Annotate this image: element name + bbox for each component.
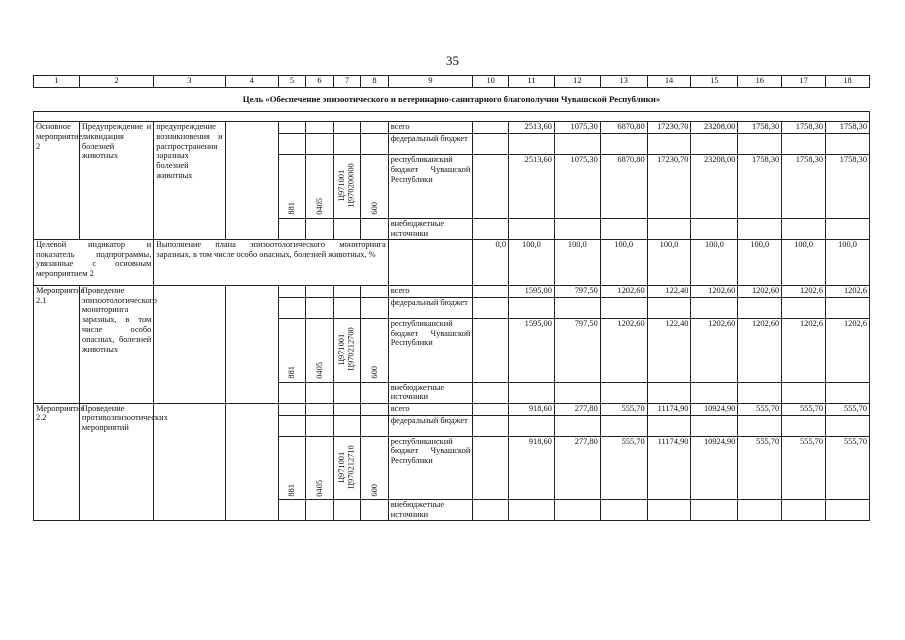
amount-cell: 555,70	[738, 436, 782, 500]
amount-cell: 1758,30	[826, 122, 870, 134]
vr-code: 600	[361, 318, 389, 382]
measure-status: Мероприятие 2.2	[34, 403, 80, 521]
amount-cell: 918,60	[509, 403, 555, 415]
funding-source-label: республиканский бюджет Чувашской Республики	[388, 318, 473, 382]
amount-cell: 10924,90	[691, 436, 738, 500]
program-table	[33, 75, 870, 521]
measure-executor	[225, 403, 278, 521]
column-number-row	[34, 76, 870, 88]
amount-cell: 2513,60	[509, 155, 555, 219]
amount-cell: 555,70	[782, 403, 826, 415]
vr-code: 600	[361, 436, 389, 500]
amount-cell: 1202,60	[738, 285, 782, 297]
page-number: 35	[446, 53, 459, 68]
col-number: 16	[738, 76, 782, 88]
rzpr-code: 0405	[306, 318, 334, 382]
measure-goal	[154, 285, 225, 403]
goal-heading: Цель «Обеспечение эпизоотического и ветеринарно-санитарного благополучия Чувашской Республики»	[34, 88, 870, 112]
amount-cell: 555,70	[738, 403, 782, 415]
measure-status: Основное мероприятие 2	[34, 122, 80, 240]
col-number: 11	[509, 76, 555, 88]
col-number: 18	[826, 76, 870, 88]
amount-cell: 277,80	[554, 436, 600, 500]
col-number: 5	[278, 76, 306, 88]
amount-cell: 1202,6	[782, 285, 826, 297]
measure-executor	[225, 285, 278, 403]
funding-source-label: республиканский бюджет Чувашской Республики	[388, 155, 473, 219]
amount-cell: 1202,60	[738, 318, 782, 382]
csr-code: Ц971001 Ц970212710	[333, 436, 361, 500]
amount-cell: 17230,70	[647, 122, 691, 134]
funding-source-label: всего	[388, 285, 473, 297]
amount-cell: 1595,00	[509, 318, 555, 382]
amount-cell: 6870,80	[600, 122, 647, 134]
amount-cell: 122,40	[647, 318, 691, 382]
indicator-value: 100,0	[691, 239, 738, 285]
amount-cell: 797,50	[554, 285, 600, 297]
amount-cell: 1202,60	[691, 318, 738, 382]
indicator-text: Выполнение плана эпизоотологического мониторинга заразных, в том числе особо опасных, болезней животных, %	[154, 239, 388, 285]
funding-source-label: внебюджетные источники	[388, 218, 473, 239]
col-number: 17	[782, 76, 826, 88]
amount-cell: 1758,30	[738, 155, 782, 219]
amount-cell: 11174,90	[647, 436, 691, 500]
funding-source-label: федеральный бюджет	[388, 415, 473, 436]
amount-cell: 555,70	[782, 436, 826, 500]
funding-source-label: всего	[388, 403, 473, 415]
col-number: 2	[79, 76, 153, 88]
funding-source-label: федеральный бюджет	[388, 297, 473, 318]
amount-cell: 1202,6	[826, 285, 870, 297]
amount-cell: 6870,80	[600, 155, 647, 219]
amount-cell: 1758,30	[782, 122, 826, 134]
col-number: 12	[554, 76, 600, 88]
amount-cell: 1075,30	[554, 155, 600, 219]
amount-cell: 1202,60	[600, 318, 647, 382]
measure-name: Проведение противоэпизоотических мероприятий	[79, 403, 153, 521]
col-number: 14	[647, 76, 691, 88]
funding-row-total	[34, 122, 870, 134]
funding-source-label: всего	[388, 122, 473, 134]
indicator-value: 100,0	[600, 239, 647, 285]
amount-cell: 23208,00	[691, 155, 738, 219]
indicator-row	[34, 239, 870, 285]
amount-cell: 1202,60	[691, 285, 738, 297]
col-number: 6	[306, 76, 334, 88]
indicator-value: 100,0	[647, 239, 691, 285]
amount-cell: 277,80	[554, 403, 600, 415]
rzpr-code: 0405	[306, 436, 334, 500]
grbs-code: 881	[278, 155, 306, 219]
measure-name: Предупреждение и ликвидация болезней животных	[79, 122, 153, 240]
amount-cell: 17230,70	[647, 155, 691, 219]
col-number: 10	[473, 76, 509, 88]
amount-cell: 2513,60	[509, 122, 555, 134]
amount-cell: 122,40	[647, 285, 691, 297]
indicator-value: 100,0	[738, 239, 782, 285]
amount-cell: 918,60	[509, 436, 555, 500]
measure-name: Проведение эпизоотологического мониторинга заразных, в том числе особо опасных, болезней животных	[79, 285, 153, 403]
indicator-value: 100,0	[782, 239, 826, 285]
col-number: 15	[691, 76, 738, 88]
indicator-value: 100,0	[509, 239, 555, 285]
amount-cell: 555,70	[826, 436, 870, 500]
measure-status: Мероприятие 2.1	[34, 285, 80, 403]
measure-executor	[225, 122, 278, 240]
indicator-value: 0,0	[473, 239, 509, 285]
col-number: 7	[333, 76, 361, 88]
col-number: 1	[34, 76, 80, 88]
col-number: 4	[225, 76, 278, 88]
grbs-code: 881	[278, 318, 306, 382]
amount-cell: 555,70	[600, 403, 647, 415]
amount-cell: 1202,6	[782, 318, 826, 382]
grbs-code: 881	[278, 436, 306, 500]
amount-cell: 555,70	[826, 403, 870, 415]
csr-code: Ц971001 Ц970200000	[333, 155, 361, 219]
indicator-value: 100,0	[826, 239, 870, 285]
csr-code: Ц971001 Ц970212700	[333, 318, 361, 382]
amount-cell: 1595,00	[509, 285, 555, 297]
vr-code: 600	[361, 155, 389, 219]
amount-cell: 11174,90	[647, 403, 691, 415]
amount-cell: 555,70	[600, 436, 647, 500]
col-number: 8	[361, 76, 389, 88]
amount-cell: 1758,30	[826, 155, 870, 219]
col-number: 3	[154, 76, 225, 88]
col-number: 13	[600, 76, 647, 88]
funding-row-total	[34, 285, 870, 297]
funding-source-label: республиканский бюджет Чувашской Республики	[388, 436, 473, 500]
amount-cell: 23208,00	[691, 122, 738, 134]
funding-source-label: федеральный бюджет	[388, 134, 473, 155]
amount-cell: 797,50	[554, 318, 600, 382]
amount-cell: 1202,6	[826, 318, 870, 382]
amount-cell: 1202,60	[600, 285, 647, 297]
amount-cell: 1075,30	[554, 122, 600, 134]
measure-goal: предупреждение возникновения и распространения заразных болезней животных	[154, 122, 225, 240]
indicator-value: 100,0	[554, 239, 600, 285]
amount-cell: 1758,30	[738, 122, 782, 134]
indicator-label: Целевой индикатор и показатель подпрограммы, увязанные с основным мероприятием 2	[34, 239, 154, 285]
funding-row-total	[34, 403, 870, 415]
funding-source-label: внебюджетные источники	[388, 500, 473, 521]
amount-cell: 1758,30	[782, 155, 826, 219]
col-number: 9	[388, 76, 473, 88]
rzpr-code: 0405	[306, 155, 334, 219]
amount-cell: 10924,90	[691, 403, 738, 415]
funding-source-label: внебюджетные источники	[388, 382, 473, 403]
